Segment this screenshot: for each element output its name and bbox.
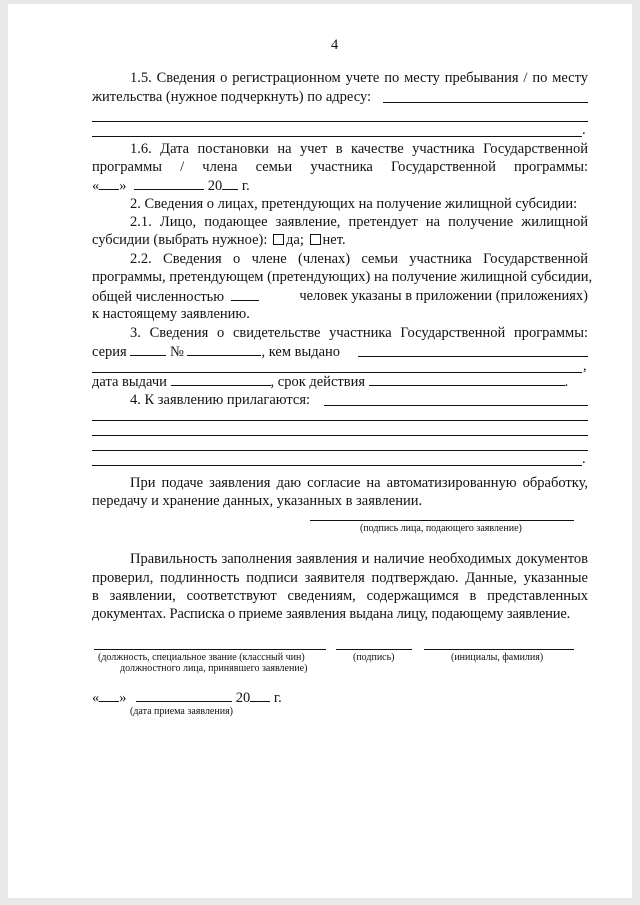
s22-line1: 2.2. Сведения о члене (членах) семьи участника Государственной — [130, 251, 588, 267]
issue-date-field[interactable] — [171, 373, 271, 386]
s3-line1: 3. Сведения о свидетельстве участника Государственной программы: — [130, 325, 588, 341]
attachments-end-period: . — [582, 451, 586, 467]
s16-line1: 1.6. Дата постановки на учет в качестве участника Государственной — [130, 141, 588, 157]
month-field[interactable] — [134, 177, 204, 190]
s22-count-label: общей численностью — [92, 289, 225, 305]
series-field[interactable] — [130, 343, 166, 356]
acceptance-day-field[interactable] — [99, 689, 119, 702]
verify-line3: в заявлении, соответствуют сведениям, содержащимся в представленных — [92, 588, 588, 604]
acceptance-year-field[interactable] — [250, 689, 270, 702]
issue-date-label: дата выдачи — [92, 374, 167, 390]
option-yes-label: да; — [286, 232, 304, 248]
official-signature-line[interactable] — [336, 649, 412, 650]
s15-line1: 1.5. Сведения о регистрационном учете по месту пребывания / по месту — [130, 70, 588, 86]
validity-period: . — [564, 374, 569, 390]
address-end-period: . — [582, 122, 586, 138]
checkbox-yes[interactable] — [273, 234, 284, 245]
s21-line1: 2.1. Лицо, подающее заявление, претендует на получение жилищной — [130, 214, 588, 230]
family-count-field[interactable] — [231, 288, 259, 301]
verify-line4: документах. Расписка о приеме заявления выдана лицу, подающему заявление. — [92, 606, 571, 622]
attachments-line-3[interactable] — [92, 435, 588, 436]
s22-line4: к настоящему заявлению. — [92, 306, 250, 322]
s3-date-row — [92, 373, 568, 391]
verify-line2: проверил, подлинность подписи заявителя подтверждаю. Данные, указанные — [92, 570, 588, 586]
signature-caption: (подпись) — [353, 652, 395, 663]
address-line-1[interactable] — [383, 102, 588, 103]
page-number: 4 — [331, 37, 339, 53]
acceptance-month-field[interactable] — [136, 689, 232, 702]
address-line-2[interactable] — [92, 121, 588, 122]
acceptance-year-suffix: г. — [273, 690, 282, 706]
validity-label: , срок действия — [270, 374, 365, 390]
quote-close: » — [119, 178, 127, 194]
s3-series-row — [92, 343, 340, 361]
position-caption-1: (должность, специальное звание (классный чин) — [98, 652, 305, 663]
official-position-line[interactable] — [94, 649, 326, 650]
acceptance-date-row — [92, 689, 282, 707]
validity-field[interactable] — [369, 373, 565, 386]
s21-label: субсидии (выбрать нужное): — [92, 232, 268, 248]
consent-line2: передачу и хранение данных, указанных в заявлении. — [92, 493, 423, 509]
quote-open: « — [92, 178, 100, 194]
verify-line1: Правильность заполнения заявления и наличие необходимых документов — [130, 551, 588, 567]
series-label: серия — [92, 344, 127, 360]
number-label: № — [169, 344, 184, 360]
number-field[interactable] — [187, 343, 261, 356]
s16-line2: программы / члена семьи участника Государственной программы: — [92, 159, 588, 175]
issued-by-field[interactable] — [358, 356, 588, 357]
attachments-line-2[interactable] — [92, 420, 588, 421]
consent-line1: При подаче заявления даю согласие на автоматизированную обработку, — [130, 475, 588, 491]
applicant-signature-caption: (подпись лица, подающего заявление) — [360, 523, 522, 534]
s16-date-row — [92, 177, 250, 195]
year-suffix: г. — [241, 178, 250, 194]
name-caption: (инициалы, фамилия) — [451, 652, 544, 663]
s22-count-suffix: человек указаны в приложении (приложениях) — [299, 288, 588, 304]
s21-line2 — [92, 232, 346, 249]
s2-heading: 2. Сведения о лицах, претендующих на получение жилищной субсидии: — [130, 196, 578, 212]
quote-close: » — [119, 690, 127, 706]
applicant-signature-line[interactable] — [310, 520, 574, 521]
s22-line2: программы, претендующем (претендующих) на получение жилищной субсидии, — [92, 269, 593, 285]
acceptance-year-prefix: 20 — [235, 690, 251, 706]
acceptance-date-caption: (дата приема заявления) — [130, 706, 234, 717]
attachments-line-1[interactable] — [324, 405, 588, 406]
option-no-label: нет. — [322, 232, 346, 248]
issued-by-label: , кем выдано — [261, 344, 341, 360]
position-caption-2: должностного лица, принявшего заявление) — [120, 663, 308, 674]
issued-by-comma: , — [583, 358, 587, 374]
attachments-line-5[interactable] — [92, 465, 582, 466]
year-field[interactable] — [222, 177, 238, 190]
day-field[interactable] — [99, 177, 119, 190]
document-page — [8, 4, 632, 898]
checkbox-no[interactable] — [310, 234, 321, 245]
s15-line2: жительства (нужное подчеркнуть) по адресу: — [92, 89, 372, 105]
year-prefix: 20 — [207, 178, 223, 194]
attachments-line-4[interactable] — [92, 450, 588, 451]
s22-line3 — [92, 288, 588, 306]
s4-heading: 4. К заявлению прилагаются: — [130, 392, 311, 408]
quote-open: « — [92, 690, 100, 706]
address-line-3[interactable] — [92, 136, 582, 137]
official-name-line[interactable] — [424, 649, 574, 650]
